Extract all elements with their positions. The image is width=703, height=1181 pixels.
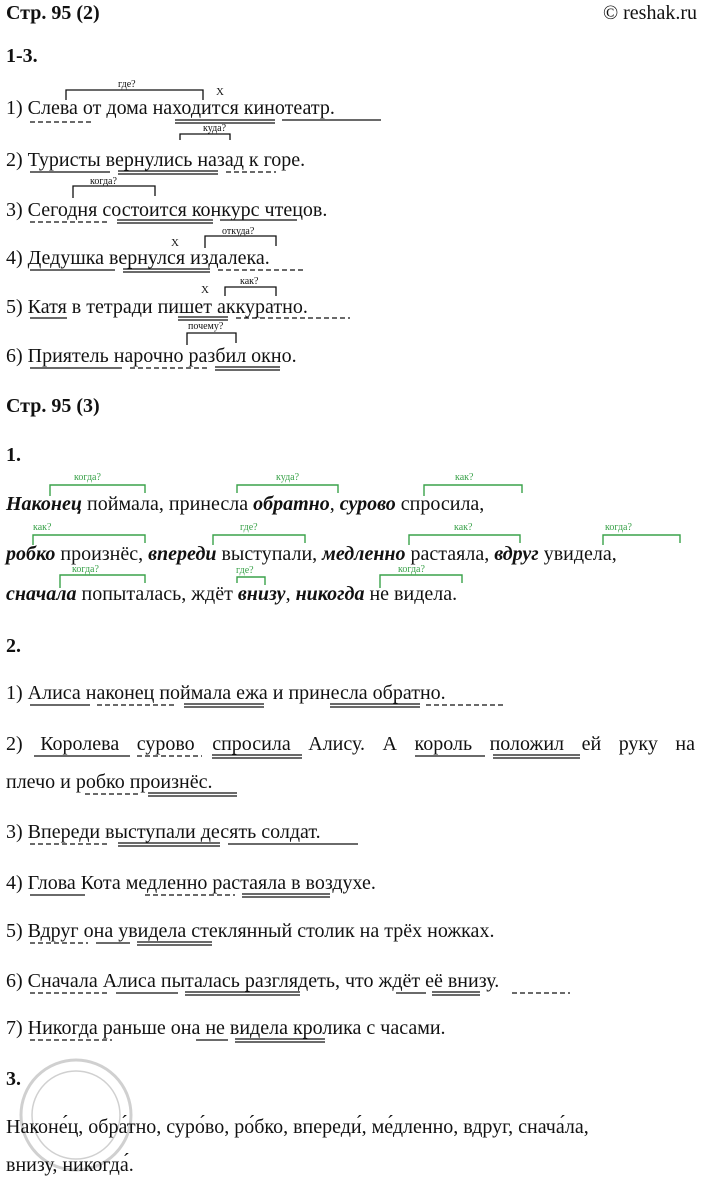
section-title-95-3: Стр. 95 (3) — [6, 395, 100, 417]
question-label-1: где? — [118, 79, 136, 90]
adverb-row-1: Наконец поймала, принесла обратно, сурово спросила, — [6, 493, 485, 515]
sentence-6: 6) Сначала Алиса пыталась разглядеть, что ждёт её внизу. — [6, 970, 500, 992]
sentence-7: 7) Никогда раньше она не видела кролика с часами. — [6, 1017, 446, 1039]
subheading-3: 3. — [6, 1068, 21, 1090]
green-question-label: куда? — [276, 472, 300, 483]
green-question-label: где? — [236, 565, 254, 576]
exercise-line-2: 2) Туристы вернулись назад к горе. — [6, 149, 306, 171]
adverb-word: робко — [6, 543, 56, 565]
sentence-3: 3) Впереди выступали десять солдат. — [6, 821, 321, 843]
exercise-line-6: 6) Приятель нарочно разбил окно. — [6, 345, 297, 367]
cross-mark-5: X — [201, 284, 209, 296]
section-heading-1-3: 1-3. — [6, 45, 38, 67]
green-question-label: как? — [454, 522, 473, 533]
adverb-word: внизу — [237, 583, 286, 605]
adverb-word: впереди — [148, 543, 217, 565]
sentence-2-cont: плечо и робко произнёс. — [6, 771, 213, 793]
cross-mark-4: X — [171, 237, 179, 249]
question-label-4: откуда? — [222, 226, 255, 237]
adverb-word: вдруг — [494, 543, 539, 565]
adverb-row-3: сначала попыталась, ждёт внизу, никогда не видела. — [6, 583, 458, 605]
final-line-2: внизу, никогда́. — [6, 1154, 134, 1176]
reshak-stamp-icon — [6, 1055, 146, 1175]
sentence-2: 2) Королева сурово спросила Алису. А король положил ей руку на — [6, 733, 695, 755]
bracket-line-6 — [187, 333, 236, 345]
exercise-line-3: 3) Сегодня состоится конкурс чтецов. — [6, 199, 328, 221]
adverb-word: медленно — [322, 543, 406, 565]
sentence-1: 1) Алиса наконец поймала ежа и принесла обратно. — [6, 682, 446, 704]
green-question-label: как? — [455, 472, 474, 483]
final-line-1: Наконе́ц, обра́тно, суро́во, ро́бко, впереди́, ме́дленно, вдруг, снача́ла, — [6, 1116, 589, 1138]
bracket-line-2 — [180, 134, 230, 140]
question-label-3: когда? — [90, 176, 117, 187]
green-question-label: как? — [33, 522, 52, 533]
green-question-label: когда? — [398, 564, 425, 575]
question-label-6: почему? — [188, 321, 224, 332]
bracket-line-5 — [225, 287, 276, 296]
adverb-word: никогда — [295, 583, 365, 605]
green-question-label: когда? — [72, 564, 99, 575]
sentence-5: 5) Вдруг она увидела стеклянный столик на трёх ножках. — [6, 920, 495, 942]
page-header — [6, 0, 697, 30]
adverb-word: сначала — [6, 583, 77, 605]
subheading-1: 1. — [6, 444, 21, 466]
page-title: Стр. 95 (2) — [6, 2, 100, 24]
adverb-row-2: робко произнёс, впереди выступали, медленно растаяла, вдруг увидела, — [6, 543, 617, 565]
bracket-line-3 — [73, 186, 155, 198]
green-bracket — [237, 485, 338, 493]
adverb-word: Наконец — [6, 493, 83, 515]
cross-mark-1: X — [216, 86, 224, 98]
sentence-4: 4) Глова Кота медленно растаяла в воздухе. — [6, 872, 376, 894]
exercise-line-1: 1) Слева от дома находится кинотеатр. — [6, 97, 335, 119]
question-label-5: как? — [240, 276, 259, 287]
question-label-2: куда? — [203, 123, 227, 134]
watermark-text: © reshak.ru — [602, 2, 697, 24]
subheading-2: 2. — [6, 635, 21, 657]
adverb-word: сурово — [339, 493, 396, 515]
exercise-line-5: 5) Катя в тетради пишет аккуратно. — [6, 296, 308, 318]
green-question-label: где? — [240, 522, 258, 533]
exercise-line-4: 4) Дедушка вернулся издалека. — [6, 247, 270, 269]
green-question-label: когда? — [605, 522, 632, 533]
adverb-word: обратно — [253, 493, 330, 515]
green-question-label: когда? — [74, 472, 101, 483]
